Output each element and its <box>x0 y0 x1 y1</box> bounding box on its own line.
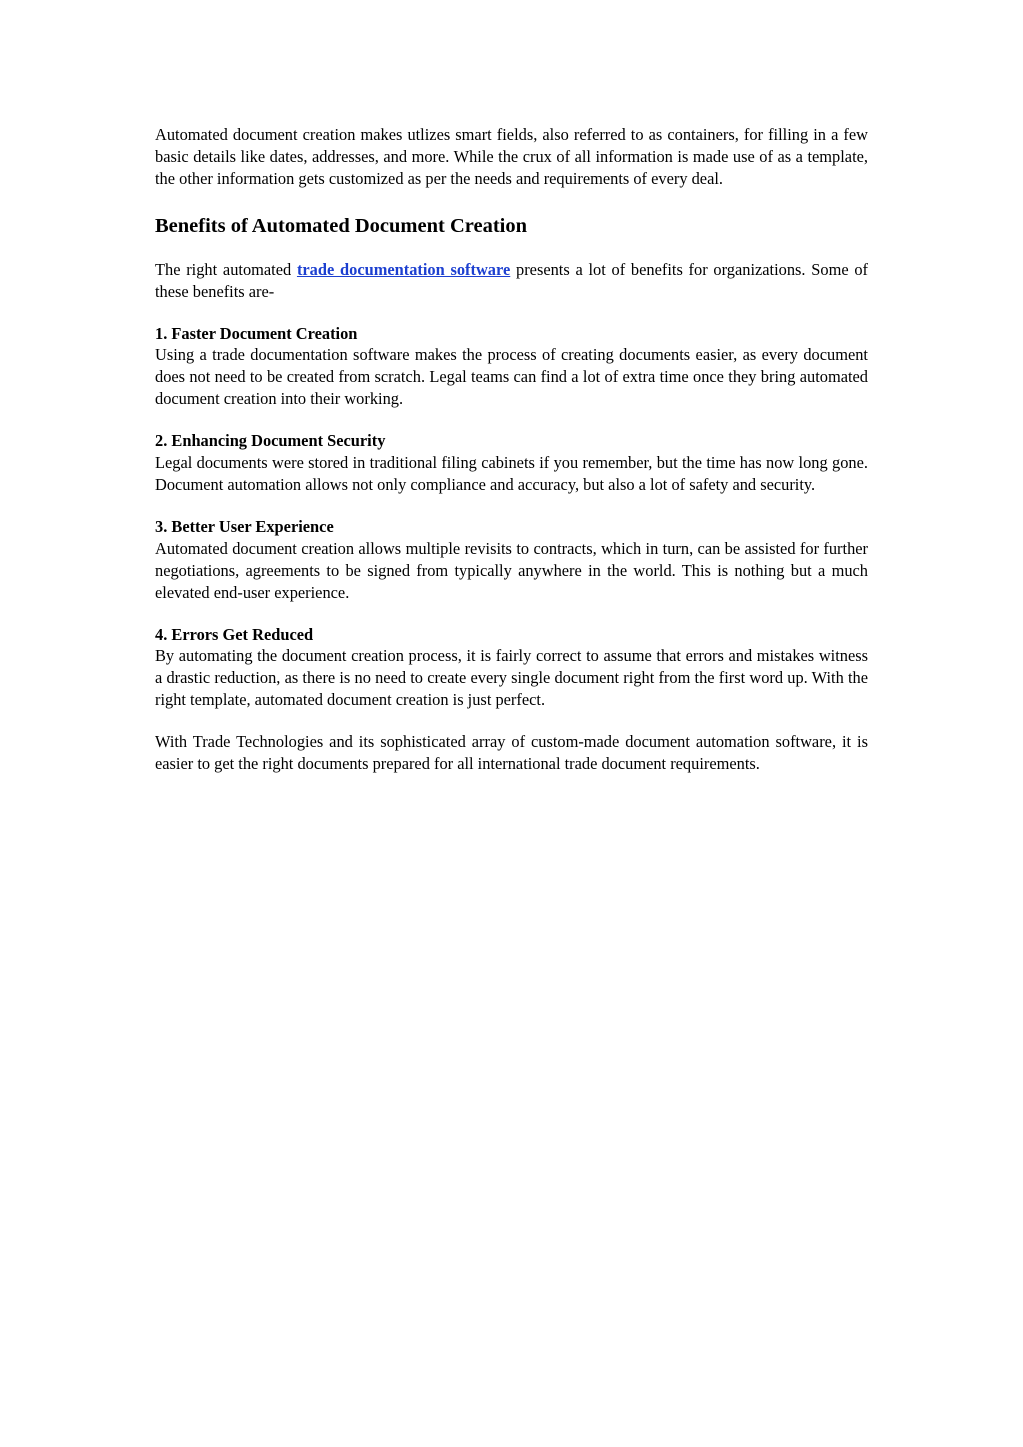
lead-text-after: presents a lot of benefits for organizations. Some of these benefits are- <box>155 259 868 301</box>
benefit-user-experience <box>155 516 868 604</box>
benefit-body: Automated document creation allows multiple revisits to contracts, which in turn, can be assisted for further negotiations, agreements to be signed from typically anywhere in the world. This is nothing but a much elevated end-user experience. <box>155 538 868 602</box>
benefit-errors-reduced <box>155 624 868 712</box>
benefit-title: 4. Errors Get Reduced <box>155 624 314 644</box>
benefit-body: By automating the document creation process, it is fairly correct to assume that errors and mistakes witness a drastic reduction, as there is no need to create every single document right from the first word up. With the right template, automated document creation is just perfect. <box>155 646 868 710</box>
benefit-document-security <box>155 430 868 496</box>
intro-paragraph: Automated document creation makes utlizes smart fields, also referred to as containers, for filling in a few basic details like dates, addresses, and more. While the crux of all information is made use of as a template, the other information gets customized as per the needs and requirements of every deal. <box>155 125 868 188</box>
section-heading: Benefits of Automated Document Creation <box>155 214 527 237</box>
lead-text-before: The right automated <box>155 259 297 279</box>
benefit-body: Legal documents were stored in traditional filing cabinets if you remember, but the time has now long gone. Document automation allows not only compliance and accuracy, but also a lot of safety and security. <box>155 453 868 494</box>
closing-paragraph: With Trade Technologies and its sophisticated array of custom-made document automation software, it is easier to get the right documents prepared for all international trade document requirements. <box>155 732 868 774</box>
benefit-title: 1. Faster Document Creation <box>155 323 358 343</box>
lead-paragraph <box>155 259 868 303</box>
benefit-title: 2. Enhancing Document Security <box>155 431 386 451</box>
benefit-title: 3. Better User Experience <box>155 516 334 536</box>
benefit-body: Using a trade documentation software makes the process of creating documents easier, as every document does not need to be created from scratch. Legal teams can find a lot of extra time once they bring automated document creation into their working. <box>155 345 868 409</box>
document-page <box>155 124 868 775</box>
benefit-faster-creation <box>155 323 868 411</box>
trade-documentation-software-link[interactable]: trade documentation software <box>296 259 511 279</box>
